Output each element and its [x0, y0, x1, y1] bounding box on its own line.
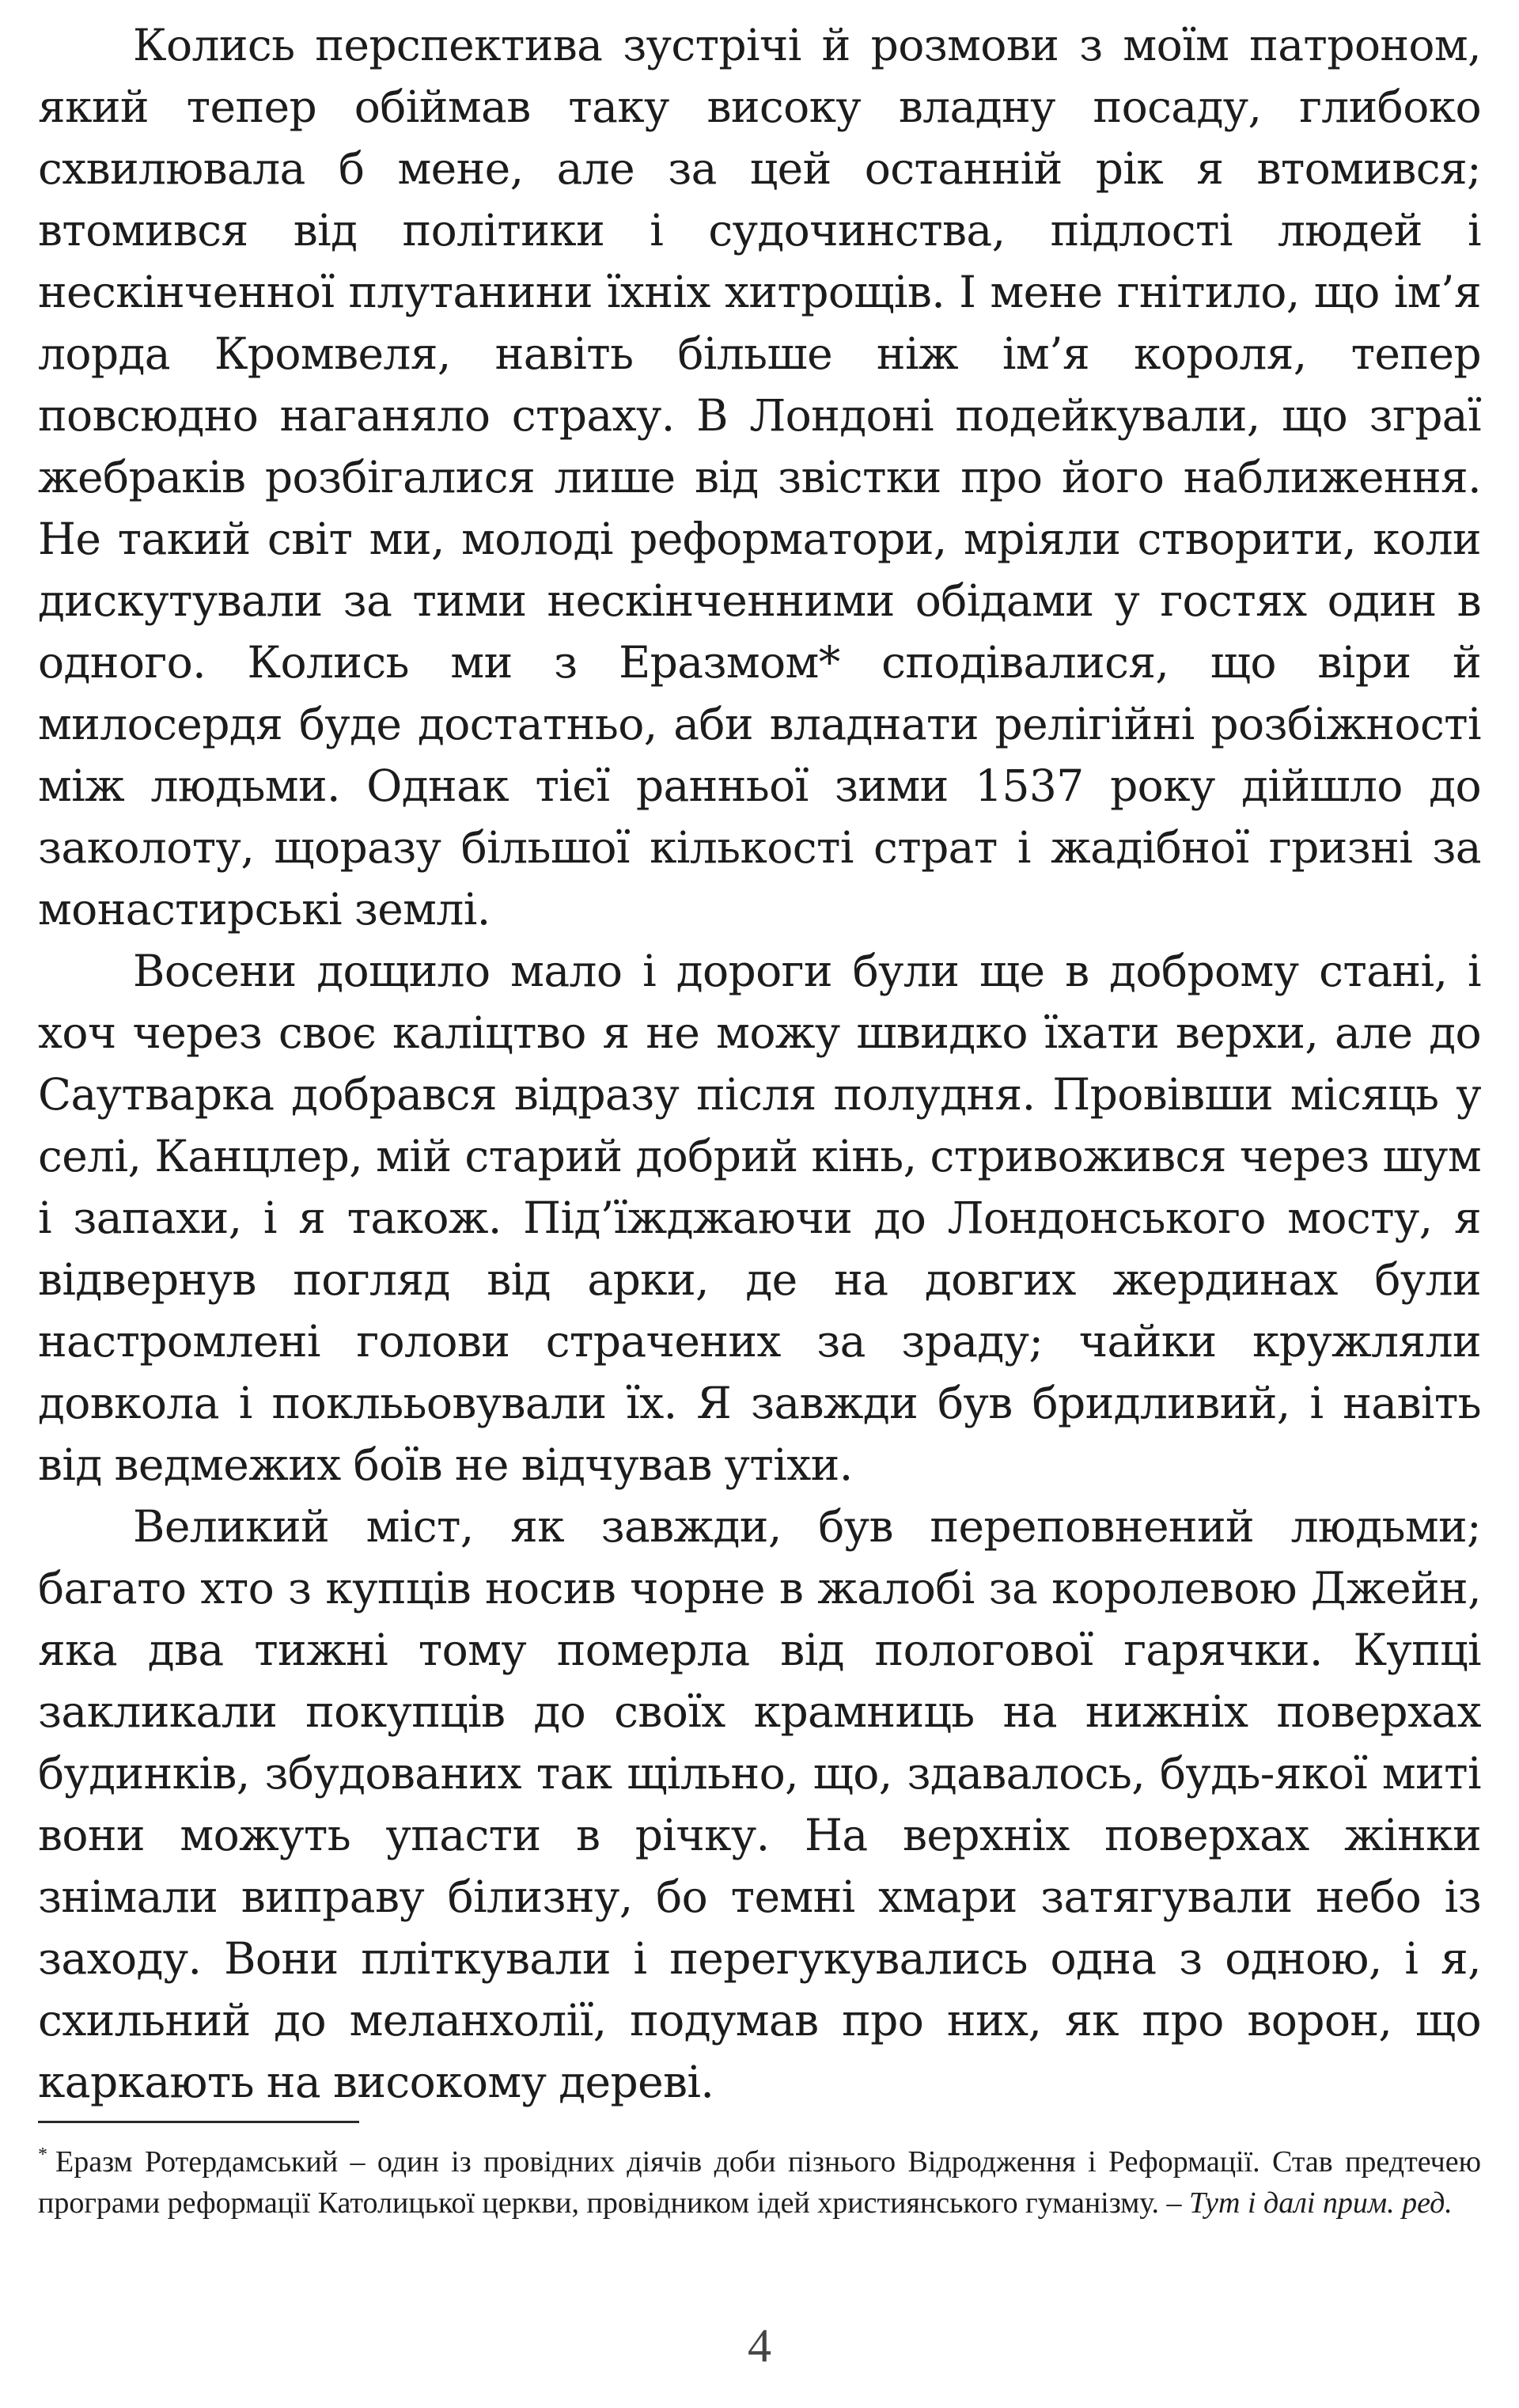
footnote-text: Еразм Ротердамський – один із провідних діячів доби пізнього Відродження і Реформації. Став предтечею програми реформації Католицької церкви, провідником ідей християнського гуманізму. –	[38, 2145, 1481, 2220]
paragraph-2: Восени дощило мало і дороги були ще в доброму стані, і хоч через своє каліцтво я не можу швидко їхати верхи, але до Саутварка добрався відразу після полудня. Провівши місяць у селі, Канцлер, мій старий добрий кінь, стривожився через шум і запахи, і я також. Під’їжджаючи до Лондонського мосту, я відвернув погляд від арки, де на довгих жердинах були настромлені голови страчених за зраду; чайки кружляли довкола і поклььовували їх. Я завжди був бридливий, і навіть від ведмежих боїв не відчував утіхи.	[38, 946, 1481, 1490]
footnote-divider	[38, 2121, 359, 2123]
paragraph-3: Великий міст, як завжди, був переповнений людьми; багато хто з купців носив чорне в жалобі за королевою Джейн, яка два тижні тому померла від пологової гарячки. Купці закликали покупців до своїх крамниць на нижніх поверхах будинків, збудованих так щільно, що, здавалось, будь-якої миті вони можуть упасти в річку. На верхніх поверхах жінки знімали виправу білизну, бо темні хмари затягували небо із заходу. Вони пліткували і перегукувались одна з одною, і я, схильний до меланхолії, подумав про них, як про ворон, що каркають на високому дереві.	[38, 1501, 1481, 2107]
book-page	[38, 14, 1481, 2224]
footnote-marker: *	[38, 2144, 47, 2165]
footnote	[38, 2134, 1481, 2224]
footnote-editor-note: Тут і далі прим. ред.	[1188, 2186, 1453, 2220]
page-number: 4	[748, 2319, 771, 2372]
paragraph-1: Колись перспектива зустрічі й розмови з моїм патроном, який тепер обіймав таку високу владну посаду, глибоко схвилювала б мене, але за цей останній рік я втомився; втомився від політики і судочинства, підлості людей і нескінченної плутанини їхніх хитрощів. І мене гнітило, що ім’я лорда Кромвеля, навіть більше ніж ім’я короля, тепер повсюдно наганяло страху. В Лондоні подейкували, що зграї жебраків розбігалися лише від звістки про його наближення. Не такий світ ми, молоді реформатори, мріяли створити, коли дискутували за тими нескінченними обідами у гостях один в одного. Колись ми з Еразмом* сподівалися, що віри й милосердя буде достатньо, аби владнати релігійні розбіжності між людьми. Однак тієї ранньої зими 1537 року дійшло до заколоту, щоразу більшої кількості страт і жадібної гризні за монастирські землі.	[38, 20, 1481, 935]
